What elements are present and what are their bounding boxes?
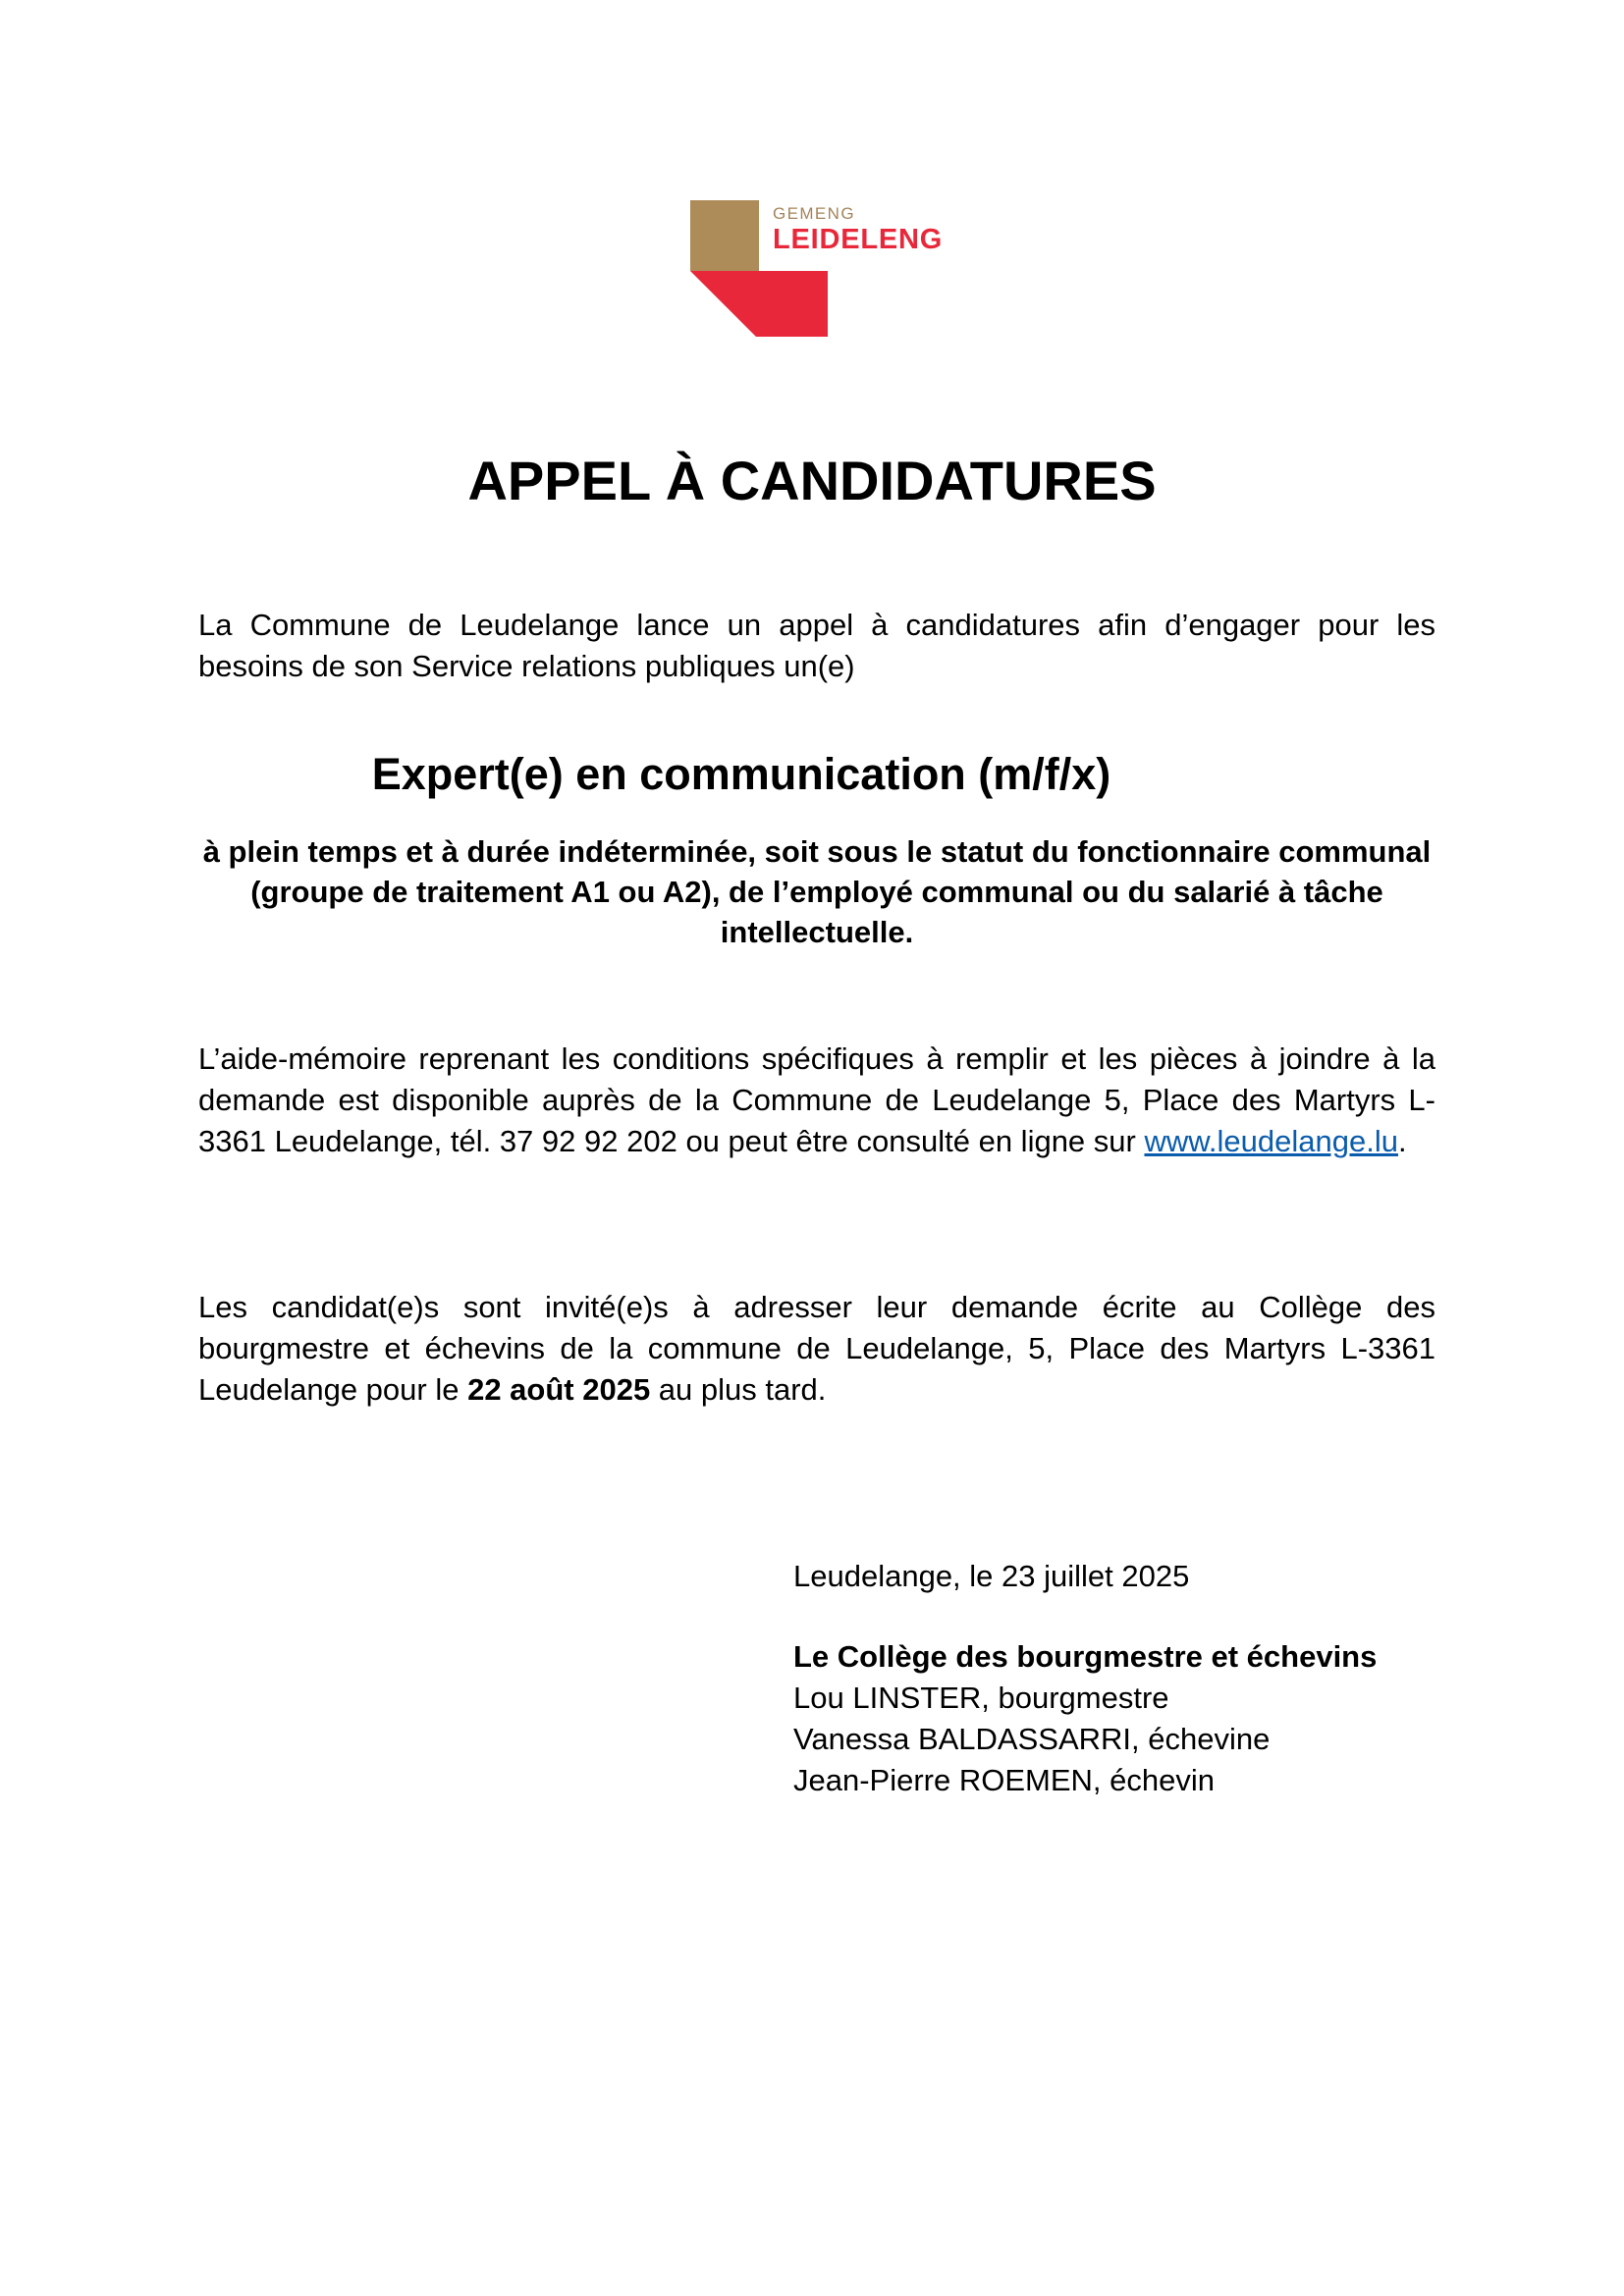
application-text-end: au plus tard. <box>650 1372 827 1407</box>
application-paragraph <box>198 1287 1435 1411</box>
signature-member: Lou LINSTER, bourgmestre <box>793 1681 1169 1715</box>
website-link[interactable]: www.leudelange.lu <box>1144 1124 1398 1158</box>
signature-body: Le Collège des bourgmestre et échevins <box>793 1639 1378 1674</box>
signature-member: Vanessa BALDASSARRI, échevine <box>793 1722 1271 1756</box>
position-terms: à plein temps et à durée indéterminée, soit sous le statut du fonctionnaire communal (groupe de traitement A1 ou A2), de l’employé communal ou du salarié à tâche intellectuelle. <box>202 834 1432 949</box>
signature-block <box>793 1556 1481 1801</box>
page-title: APPEL À CANDIDATURES <box>467 450 1157 511</box>
info-paragraph <box>198 1039 1435 1162</box>
signature-date: Leudelange, le 23 juillet 2025 <box>793 1559 1190 1593</box>
position-title: Expert(e) en communication (m/f/x) <box>371 749 1111 799</box>
signature-member: Jean-Pierre ROEMEN, échevin <box>793 1763 1215 1797</box>
logo-name: LEIDELENG <box>773 224 944 255</box>
logo-gold-square <box>690 200 759 271</box>
logo-red-shape <box>690 271 828 337</box>
logo-kicker: GEMENG <box>773 204 855 223</box>
commune-logo <box>690 200 955 338</box>
application-text: Les candidat(e)s sont invité(e)s à adresser leur demande écrite au Collège des bourgmestre et échevins de la commune de Leudelange, 5, Place des Martyrs L-3361 Leudelange pour le <box>198 1290 1435 1407</box>
info-text: L’aide-mémoire reprenant les conditions spécifiques à remplir et les pièces à joindre à la demande est disponible auprès de la Commune de Leudelange 5, Place des Martyrs L-3361 Leudelange, tél. 37 92 92 202 ou peut être consulté en ligne sur <box>198 1041 1435 1158</box>
intro-paragraph: La Commune de Leudelange lance un appel à candidatures afin d’engager pour les besoins de son Service relations publiques un(e) <box>198 608 1435 683</box>
application-deadline: 22 août 2025 <box>467 1372 651 1407</box>
info-after: . <box>1397 1124 1407 1158</box>
